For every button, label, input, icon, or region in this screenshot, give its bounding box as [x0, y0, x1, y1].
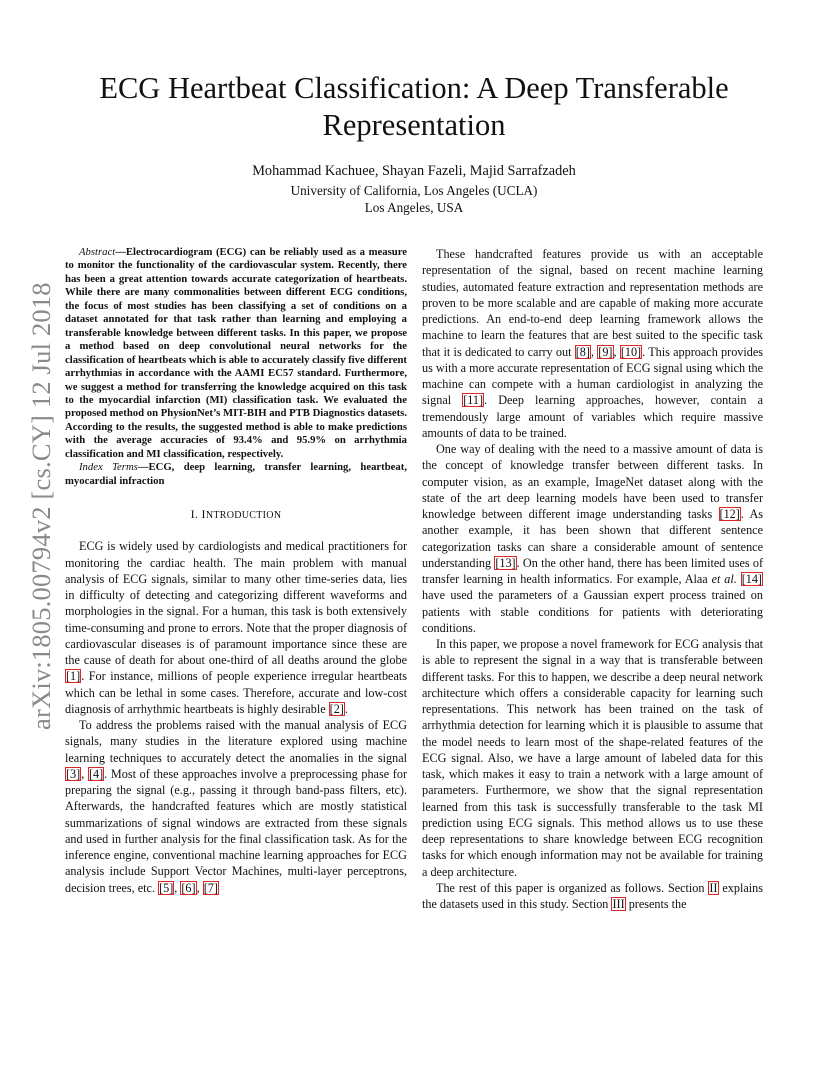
text-run: . This approach provides us with a more accurate representation of ECG signal using which the machine can compete with a human cardiologist in analyzing the signal: [422, 344, 764, 408]
left-column: [65, 246, 407, 896]
citation-link[interactable]: [8]: [575, 344, 590, 359]
text-run: .: [344, 701, 348, 716]
citation-link[interactable]: [4]: [88, 766, 104, 781]
index-terms-label: Index Terms: [79, 461, 138, 474]
citation-link[interactable]: [6]: [181, 880, 196, 895]
text-run: ,: [590, 344, 598, 359]
right-column: [422, 246, 763, 912]
text-run: . Deep learning approaches, however, contain a tremendously large amount of variables which require massive amounts of data to be trained.: [422, 393, 763, 440]
section-link[interactable]: II: [709, 880, 718, 895]
title-line-2: Representation: [322, 108, 506, 142]
intro-paragraph-1: [65, 538, 407, 717]
abstract-label: Abstract: [79, 246, 116, 258]
citation-link[interactable]: [3]: [66, 766, 81, 781]
text-run: have used the parameters of a Gaussian expert process trained on patients with stable conditions for patients with deteriorating conditions.: [422, 588, 763, 635]
author-list: Mohammad Kachuee, Shayan Fazeli, Majid Sarrafzadeh: [252, 163, 576, 179]
text-run: ,: [196, 880, 203, 895]
text-run: ECG is widely used by cardiologists and medical practitioners for monitoring the cardiac health. The main problem with manual analysis of ECG signals, similar to many other time-series data, lies in difficulty of detecting and categorizing different waveforms and morphologies in the signal. For a human, this task is both extensively time-consuming and prone to errors. Note that the proper diagnosis of cardiovascular diseases is of paramount importance since these are the cause of death for about one-third of all deaths around the globe: [65, 539, 407, 668]
abstract-text: —Electrocardiogram (ECG) can be reliably used as a measure to monitor the functionality of the cardiovascular system. Recently, there has been a great attention towards accurate categorization of heartbeats. While there are many commonalities between different ECG conditions, the focus of most studies has been classifying a set of conditions on a dataset annotated for that task rather than learning and employing a transferable knowledge between different tasks. In this paper, we propose a method based on deep convolutional neural networks for the classification of heartbeats which is able to accurately classify five different arrhythmias in accordance with the AAMI EC57 standard. Furthermore, we suggest a method for transferring the knowledge acquired on this task to the myocardial infarction (MI) classification task. We evaluated the proposed method on PhysionNet’s MIT-BIH and PTB Diagnostics datasets. According to the results, the suggested method is able to make predictions with the average accuracies of 93.4% and 95.9% on arrhythmia classification and MI classification, respectively.: [65, 246, 407, 460]
section-heading-introduction: [65, 506, 407, 524]
section-link[interactable]: III: [612, 897, 625, 911]
intro-paragraph-2: [65, 717, 407, 896]
location: Los Angeles, USA: [364, 200, 464, 215]
paper-title: [40, 70, 788, 144]
text-run: . For instance, millions of people experience irregular heartbeats which can be lethal in some cases. Therefore, accurate and low-cost diagnosis of arrhythmic heartbeats is highly desirable: [65, 669, 407, 716]
affiliation: University of California, Los Angeles (UCLA): [290, 183, 538, 198]
citation-link[interactable]: [10]: [620, 344, 642, 359]
text-run: The rest of this paper is organized as follows. Section: [436, 880, 709, 895]
index-terms: [65, 461, 407, 488]
citation-link[interactable]: [9]: [598, 344, 613, 359]
citation-link[interactable]: [12]: [719, 507, 740, 521]
intro-paragraph-6: [422, 880, 763, 913]
citation-link[interactable]: [2]: [329, 701, 344, 716]
citation-link[interactable]: [5]: [159, 880, 174, 895]
text-run: These handcrafted features provide us with an acceptable representation of the signal, based on recent machine learning studies, automated feature extraction and representation methods are proven to be more scalable and are capable of making more accurate predictions. An end-to-end deep learning framework allows the machine to learn the features that are best suited to the specific task that it is dedicated to carry out: [422, 247, 763, 359]
index-terms-text: —ECG, deep learning, transfer learning, heartbeat, myocardial infraction: [65, 461, 407, 487]
citation-link[interactable]: [14]: [741, 572, 762, 586]
intro-paragraph-4: [422, 441, 763, 636]
text-run: One way of dealing with the need to a massive amount of data is the concept of knowledge transfer between different tasks. In computer vision, as an example, ImageNet dataset along with the state of the art deep learning models have been used to transfer knowledge between different image understanding tasks: [422, 442, 763, 521]
text-run: ,: [613, 344, 620, 359]
text-run: . As another example, it has been shown that different sentence categorization tasks can share a considerable amount of sentence understanding: [422, 507, 763, 570]
text-run-italic: et al.: [711, 572, 737, 586]
text-run: . On the other hand, there has been limited uses of transfer learning in health informatics. For example, Alaa: [422, 555, 763, 586]
text-run: ,: [81, 766, 88, 781]
intro-paragraph-3: [422, 246, 763, 441]
citation-link[interactable]: [1]: [66, 669, 81, 684]
citation-link[interactable]: [11]: [463, 393, 484, 408]
citation-link[interactable]: [13]: [495, 555, 516, 570]
text-run: explains the datasets used in this study. Section: [422, 880, 763, 911]
text-run: ,: [174, 880, 181, 895]
text-run: To address the problems raised with the manual analysis of ECG signals, many studies in the literature explored using machine learning techniques to accurately detect the anomalies in the signal: [65, 718, 407, 765]
arxiv-identifier: arXiv:1805.00794v2 [cs.CY] 12 Jul 2018: [26, 282, 56, 730]
section-rest: NTRODUCTION: [205, 510, 282, 522]
text-run: presents the: [625, 897, 687, 911]
intro-paragraph-5: In this paper, we propose a novel framework for ECG analysis that is able to represent the signal in a way that is transferable between different tasks. For this to happen, we describe a deep neural network architecture which offers a considerable capacity for learning such representations. This network has been trained on the task of arrhythmia detection for learning which it is plausible to assume that the model needs to learn most of the shape-related features of the ECG signal. Also, we have a large amount of labeled data for this task, which makes it easy to train a network with a large amount of parameters. Furthermore, we show that the signal representation learned from this task is successfully transferable to the task MI prediction using ECG signals. This method allows us to use these deep representations to share knowledge between ECG recognition tasks for which enough information may not be available for training a deep architecture.: [422, 637, 763, 879]
abstract: [65, 246, 407, 461]
section-numeral: I.: [190, 507, 202, 522]
citation-link[interactable]: [7]: [203, 880, 218, 895]
text-run: . Most of these approaches involve a preprocessing phase for preparing the signal (e.g., passing it through band-pass filters, etc). Afterwards, the handcrafted features which are mostly statistical summarizations of signal windows are extracted from these signals and used in further analysis for the final classification task. As for the inference engine, conventional machine learning approaches for ECG analysis include Support Vector Machines, multi-layer perceptrons, decision trees, etc.: [65, 766, 408, 895]
title-line-1: ECG Heartbeat Classification: A Deep Transferable: [99, 71, 729, 105]
section-initial: I: [201, 507, 206, 522]
